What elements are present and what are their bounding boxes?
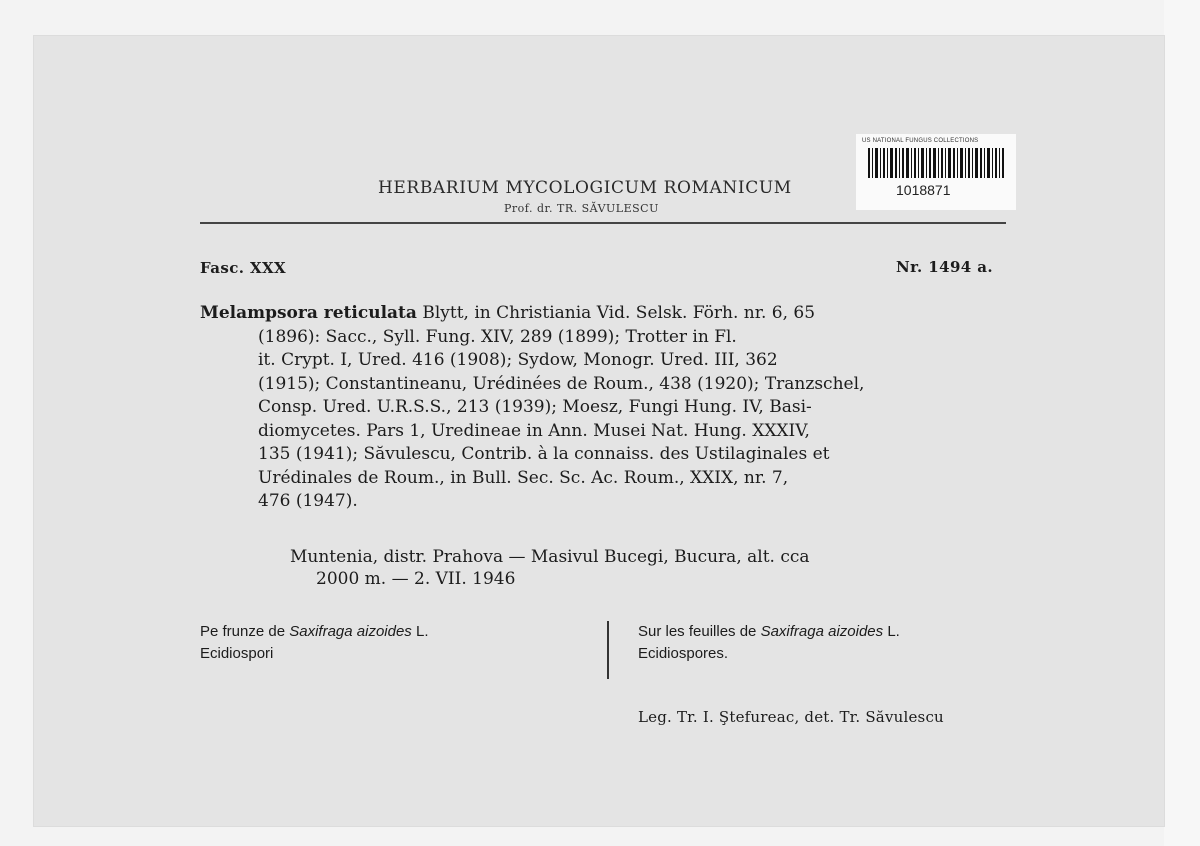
host-french	[638, 621, 900, 665]
citation-authority: Blytt, in Christiania Vid. Selsk. Förh. nr. 6, 65	[416, 303, 816, 323]
specimen-number: Nr. 1494 a.	[896, 258, 993, 276]
header-rule	[200, 222, 1006, 224]
barcode-number: 1018871	[896, 182, 951, 198]
citation-line: 135 (1941); Săvulescu, Contrib. à la connaiss. des Ustilaginales et	[258, 444, 830, 464]
host-prefix: Sur les feuilles de	[638, 623, 761, 640]
herbarium-title: HERBARIUM MYCOLOGICUM ROMANICUM	[378, 178, 792, 198]
host-prefix: Pe frunze de	[200, 623, 290, 640]
host-romanian	[200, 621, 429, 665]
herbarium-label	[34, 36, 1164, 826]
collection-locality	[290, 546, 1014, 590]
citation-line: (1896): Sacc., Syll. Fung. XIV, 289 (1899); Trotter in Fl.	[258, 326, 737, 347]
barcode-label	[856, 134, 1016, 210]
spore-stage: Ecidiospores.	[638, 645, 729, 662]
literature-citation	[200, 302, 1012, 514]
citation-line	[200, 302, 1012, 326]
citation-line: it. Crypt. I, Ured. 416 (1908); Sydow, Monogr. Ured. III, 362	[258, 350, 778, 370]
host-suffix: L.	[883, 623, 900, 640]
barcode-institution: US NATIONAL FUNGUS COLLECTIONS	[862, 138, 979, 144]
host-name: Saxifraga aizoides	[289, 623, 412, 640]
fascicle-number: Fasc. XXX	[200, 259, 287, 277]
spore-stage: Ecidiospori	[200, 645, 274, 662]
host-name: Saxifraga aizoides	[760, 623, 884, 640]
barcode-icon	[868, 148, 1004, 178]
species-name: Melampsora reticulata	[200, 303, 417, 323]
background-edge	[1164, 0, 1200, 846]
citation-line: diomycetes. Pars 1, Uredineae in Ann. Musei Nat. Hung. XXXIV,	[258, 420, 810, 441]
host-suffix: L.	[411, 623, 429, 640]
citation-line: Urédinales de Roum., in Bull. Sec. Sc. Ac. Roum., XXIX, nr. 7,	[258, 467, 789, 488]
herbarium-editor: Prof. dr. TR. SĂVULESCU	[504, 202, 659, 215]
citation-line: (1915); Constantineanu, Urédinées de Roum., 438 (1920); Tranzschel,	[258, 373, 865, 394]
collector-determiner: Leg. Tr. I. Ştefureac, det. Tr. Săvulescu	[638, 708, 944, 726]
column-divider	[607, 621, 609, 679]
citation-line: Consp. Ured. U.R.S.S., 213 (1939); Moesz, Fungi Hung. IV, Basi-	[258, 397, 812, 417]
citation-line: 476 (1947).	[258, 491, 358, 511]
locality-date: 2000 m. — 2. VII. 1946	[316, 569, 516, 589]
locality-line: Muntenia, distr. Prahova — Masivul Bucegi, Bucura, alt. cca	[290, 547, 810, 567]
